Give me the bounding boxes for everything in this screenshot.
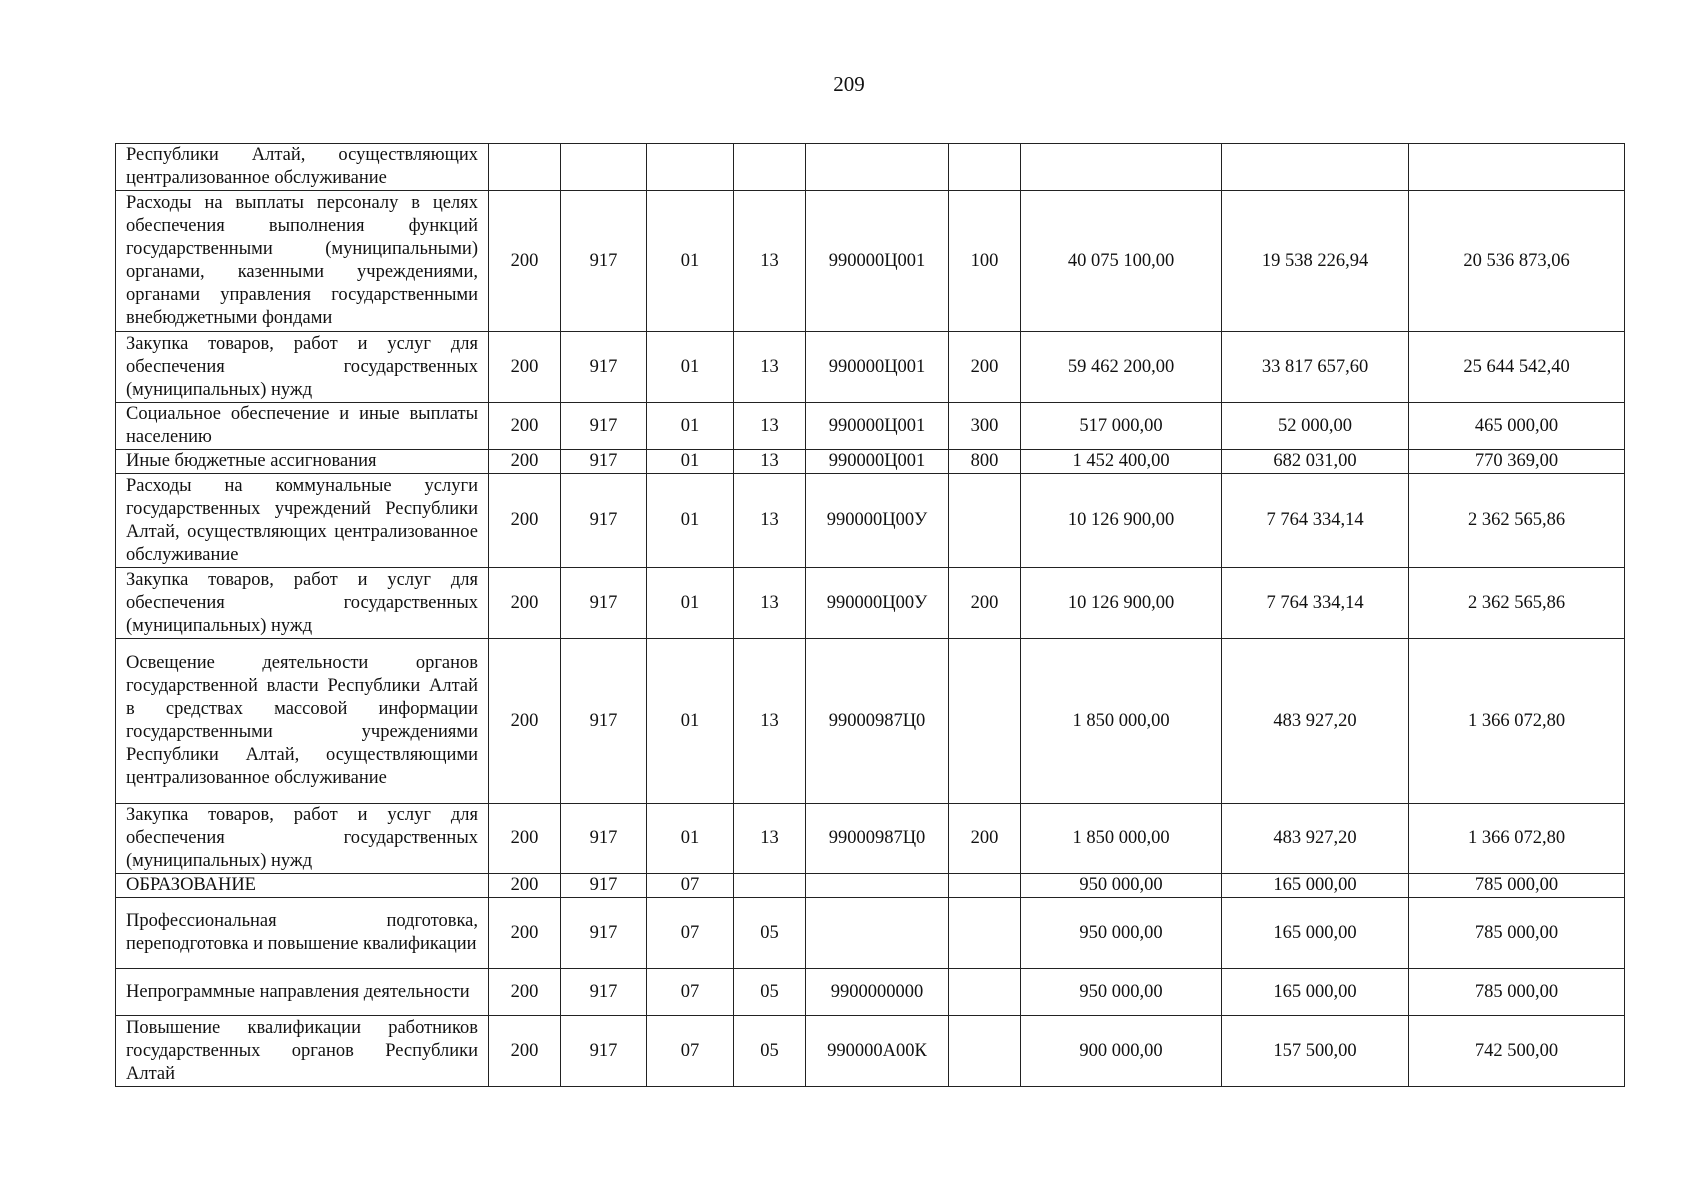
cell-executed-amount: 52 000,00 [1222,403,1409,450]
cell-remainder-amount: 785 000,00 [1409,969,1625,1016]
cell-target-article: 990000Ц00У [806,568,949,639]
cell-remainder-amount: 20 536 873,06 [1409,191,1625,332]
cell-remainder-amount: 1 366 072,80 [1409,639,1625,804]
cell-admin-code: 200 [489,969,561,1016]
cell-subsection [734,144,806,191]
cell-remainder-amount: 785 000,00 [1409,898,1625,969]
cell-planned-amount: 40 075 100,00 [1021,191,1222,332]
cell-admin-code: 200 [489,450,561,474]
cell-target-article: 990000Ц001 [806,332,949,403]
cell-section: 07 [647,874,734,898]
cell-admin-code: 200 [489,804,561,874]
cell-expense-type: 200 [949,804,1021,874]
cell-expense-type [949,639,1021,804]
cell-grbs-code: 917 [561,969,647,1016]
table-row [116,969,1625,1016]
cell-target-article: 99000987Ц0 [806,804,949,874]
cell-planned-amount: 59 462 200,00 [1021,332,1222,403]
cell-remainder-amount: 770 369,00 [1409,450,1625,474]
cell-subsection: 13 [734,403,806,450]
cell-target-article: 990000Ц001 [806,191,949,332]
cell-subsection: 13 [734,568,806,639]
cell-planned-amount: 1 850 000,00 [1021,804,1222,874]
cell-planned-amount: 950 000,00 [1021,874,1222,898]
cell-target-article: 990000Ц001 [806,450,949,474]
table-row [116,568,1625,639]
cell-admin-code [489,144,561,191]
cell-expense-type [949,874,1021,898]
cell-description: Закупка товаров, работ и услуг для обеспечения государственных (муниципальных) нужд [116,804,489,874]
cell-target-article [806,898,949,969]
cell-executed-amount: 157 500,00 [1222,1016,1409,1087]
table-row [116,450,1625,474]
cell-target-article: 990000Ц00У [806,474,949,568]
cell-grbs-code: 917 [561,1016,647,1087]
cell-planned-amount: 900 000,00 [1021,1016,1222,1087]
cell-description: Республики Алтай, осуществляющих централизованное обслуживание [116,144,489,191]
cell-admin-code: 200 [489,568,561,639]
cell-expense-type: 300 [949,403,1021,450]
cell-target-article: 990000А00К [806,1016,949,1087]
cell-executed-amount: 165 000,00 [1222,969,1409,1016]
cell-planned-amount: 517 000,00 [1021,403,1222,450]
cell-executed-amount: 682 031,00 [1222,450,1409,474]
cell-admin-code: 200 [489,332,561,403]
cell-remainder-amount: 465 000,00 [1409,403,1625,450]
cell-description: Закупка товаров, работ и услуг для обеспечения государственных (муниципальных) нужд [116,568,489,639]
cell-description: Расходы на коммунальные услуги государственных учреждений Республики Алтай, осуществляющих централизованное обслуживание [116,474,489,568]
cell-subsection: 13 [734,474,806,568]
cell-planned-amount [1021,144,1222,191]
cell-target-article: 9900000000 [806,969,949,1016]
cell-expense-type [949,1016,1021,1087]
cell-expense-type: 200 [949,332,1021,403]
table-row [116,898,1625,969]
cell-planned-amount: 1 452 400,00 [1021,450,1222,474]
table-row [116,804,1625,874]
cell-grbs-code: 917 [561,568,647,639]
cell-remainder-amount: 742 500,00 [1409,1016,1625,1087]
cell-executed-amount: 19 538 226,94 [1222,191,1409,332]
cell-description: Повышение квалификации работников государственных органов Республики Алтай [116,1016,489,1087]
cell-executed-amount [1222,144,1409,191]
cell-expense-type [949,144,1021,191]
cell-remainder-amount: 785 000,00 [1409,874,1625,898]
cell-planned-amount: 10 126 900,00 [1021,474,1222,568]
cell-remainder-amount: 25 644 542,40 [1409,332,1625,403]
cell-subsection: 13 [734,191,806,332]
cell-target-article: 99000987Ц0 [806,639,949,804]
budget-table [115,143,1625,1087]
cell-grbs-code: 917 [561,332,647,403]
cell-grbs-code: 917 [561,874,647,898]
cell-target-article [806,144,949,191]
cell-remainder-amount: 2 362 565,86 [1409,568,1625,639]
cell-subsection: 13 [734,450,806,474]
cell-executed-amount: 33 817 657,60 [1222,332,1409,403]
cell-remainder-amount: 1 366 072,80 [1409,804,1625,874]
table-row [116,144,1625,191]
cell-planned-amount: 950 000,00 [1021,969,1222,1016]
cell-admin-code: 200 [489,403,561,450]
cell-section [647,144,734,191]
cell-executed-amount: 7 764 334,14 [1222,474,1409,568]
cell-grbs-code: 917 [561,191,647,332]
cell-subsection: 13 [734,332,806,403]
cell-section: 01 [647,474,734,568]
cell-section: 07 [647,898,734,969]
cell-admin-code: 200 [489,191,561,332]
cell-expense-type: 100 [949,191,1021,332]
cell-section: 01 [647,804,734,874]
cell-planned-amount: 1 850 000,00 [1021,639,1222,804]
cell-expense-type: 800 [949,450,1021,474]
cell-planned-amount: 10 126 900,00 [1021,568,1222,639]
cell-subsection: 05 [734,969,806,1016]
table-row [116,874,1625,898]
cell-admin-code: 200 [489,1016,561,1087]
table-row [116,191,1625,332]
cell-section: 01 [647,639,734,804]
cell-section: 01 [647,332,734,403]
cell-target-article: 990000Ц001 [806,403,949,450]
cell-description: Социальное обеспечение и иные выплаты населению [116,403,489,450]
cell-section: 07 [647,969,734,1016]
table-row [116,639,1625,804]
table-row [116,1016,1625,1087]
cell-section: 07 [647,1016,734,1087]
cell-subsection: 13 [734,639,806,804]
cell-planned-amount: 950 000,00 [1021,898,1222,969]
cell-subsection [734,874,806,898]
cell-subsection: 05 [734,898,806,969]
cell-grbs-code: 917 [561,474,647,568]
cell-expense-type [949,969,1021,1016]
cell-grbs-code: 917 [561,639,647,804]
cell-expense-type [949,898,1021,969]
cell-executed-amount: 483 927,20 [1222,804,1409,874]
cell-executed-amount: 165 000,00 [1222,898,1409,969]
cell-grbs-code: 917 [561,804,647,874]
cell-grbs-code: 917 [561,403,647,450]
cell-subsection: 05 [734,1016,806,1087]
table-row [116,403,1625,450]
cell-grbs-code: 917 [561,450,647,474]
cell-description: Освещение деятельности органов государственной власти Республики Алтай в средствах массовой информации государственными учреждениями Республики Алтай, осуществляющими централизованное обслуживание [116,639,489,804]
cell-description: Расходы на выплаты персоналу в целях обеспечения выполнения функций государственными (муниципальными) органами, казенными учреждениями, органами управления государственными внебюджетными фондами [116,191,489,332]
cell-section: 01 [647,450,734,474]
cell-grbs-code: 917 [561,898,647,969]
table-row [116,474,1625,568]
cell-grbs-code [561,144,647,191]
cell-admin-code: 200 [489,874,561,898]
cell-section: 01 [647,568,734,639]
table-body [116,144,1625,1087]
cell-description: ОБРАЗОВАНИЕ [116,874,489,898]
cell-admin-code: 200 [489,474,561,568]
page-number: 209 [833,72,865,96]
cell-expense-type [949,474,1021,568]
cell-admin-code: 200 [489,898,561,969]
cell-description: Иные бюджетные ассигнования [116,450,489,474]
cell-section: 01 [647,403,734,450]
cell-executed-amount: 7 764 334,14 [1222,568,1409,639]
table-row [116,332,1625,403]
cell-section: 01 [647,191,734,332]
cell-description: Закупка товаров, работ и услуг для обеспечения государственных (муниципальных) нужд [116,332,489,403]
cell-expense-type: 200 [949,568,1021,639]
cell-remainder-amount [1409,144,1625,191]
cell-description: Профессиональная подготовка, переподготовка и повышение квалификации [116,898,489,969]
cell-remainder-amount: 2 362 565,86 [1409,474,1625,568]
cell-admin-code: 200 [489,639,561,804]
cell-description: Непрограммные направления деятельности [116,969,489,1016]
cell-executed-amount: 165 000,00 [1222,874,1409,898]
cell-subsection: 13 [734,804,806,874]
cell-target-article [806,874,949,898]
cell-executed-amount: 483 927,20 [1222,639,1409,804]
